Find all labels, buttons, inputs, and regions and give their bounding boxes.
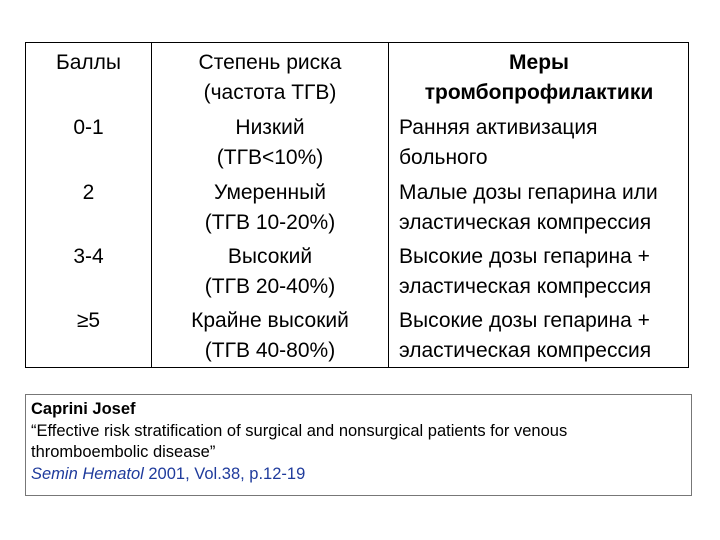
row-measures-line2: больного [399,146,488,169]
row-score: 0-1 [73,116,104,139]
row-measures-line1: Малые дозы гепарина или [399,181,658,204]
row-risk-line1: Низкий [235,116,305,139]
row-measures-line2: эластическая компрессия [399,275,652,298]
row-risk-line1: Высокий [227,245,313,268]
header-risk-line2: (частота ТГВ) [203,81,337,104]
row-risk-line2: (ТГВ 10-20%) [204,211,336,234]
header-score: Баллы [55,51,122,74]
row-score: 3-4 [73,245,104,268]
reference-title-line2: thromboembolic disease” [31,443,216,461]
row-measures-line1: Высокие дозы гепарина + [399,245,650,268]
row-measures-line1: Высокие дозы гепарина + [399,309,650,332]
row-risk-line1: Умеренный [214,181,326,204]
reference-author: Caprini Josef [31,400,136,418]
row-measures-line2: эластическая компрессия [399,211,652,234]
row-score: 2 [82,181,95,204]
header-measures-line2: тромбопрофилактики [424,81,654,104]
reference-details: 2001, Vol.38, p.12-19 [143,464,306,483]
risk-table [25,42,689,368]
row-measures-line2: эластическая компрессия [399,339,652,362]
header-measures-line1: Меры [509,51,569,74]
row-measures-line1: Ранняя активизация [399,116,598,139]
reference-box [25,394,692,496]
row-risk-line2: (ТГВ 40-80%) [204,339,336,362]
reference-title-line1: “Effective risk stratification of surgical and nonsurgical patients for venous [31,421,568,440]
reference-citation [31,464,686,486]
row-score: ≥5 [76,309,101,332]
header-risk-line1: Степень риска [198,51,342,74]
row-risk-line1: Крайне высокий [191,309,349,332]
row-risk-line2: (ТГВ 20-40%) [204,275,336,298]
row-risk-line2: (ТГВ<10%) [216,146,324,169]
reference-journal: Semin Hematol [31,464,144,483]
